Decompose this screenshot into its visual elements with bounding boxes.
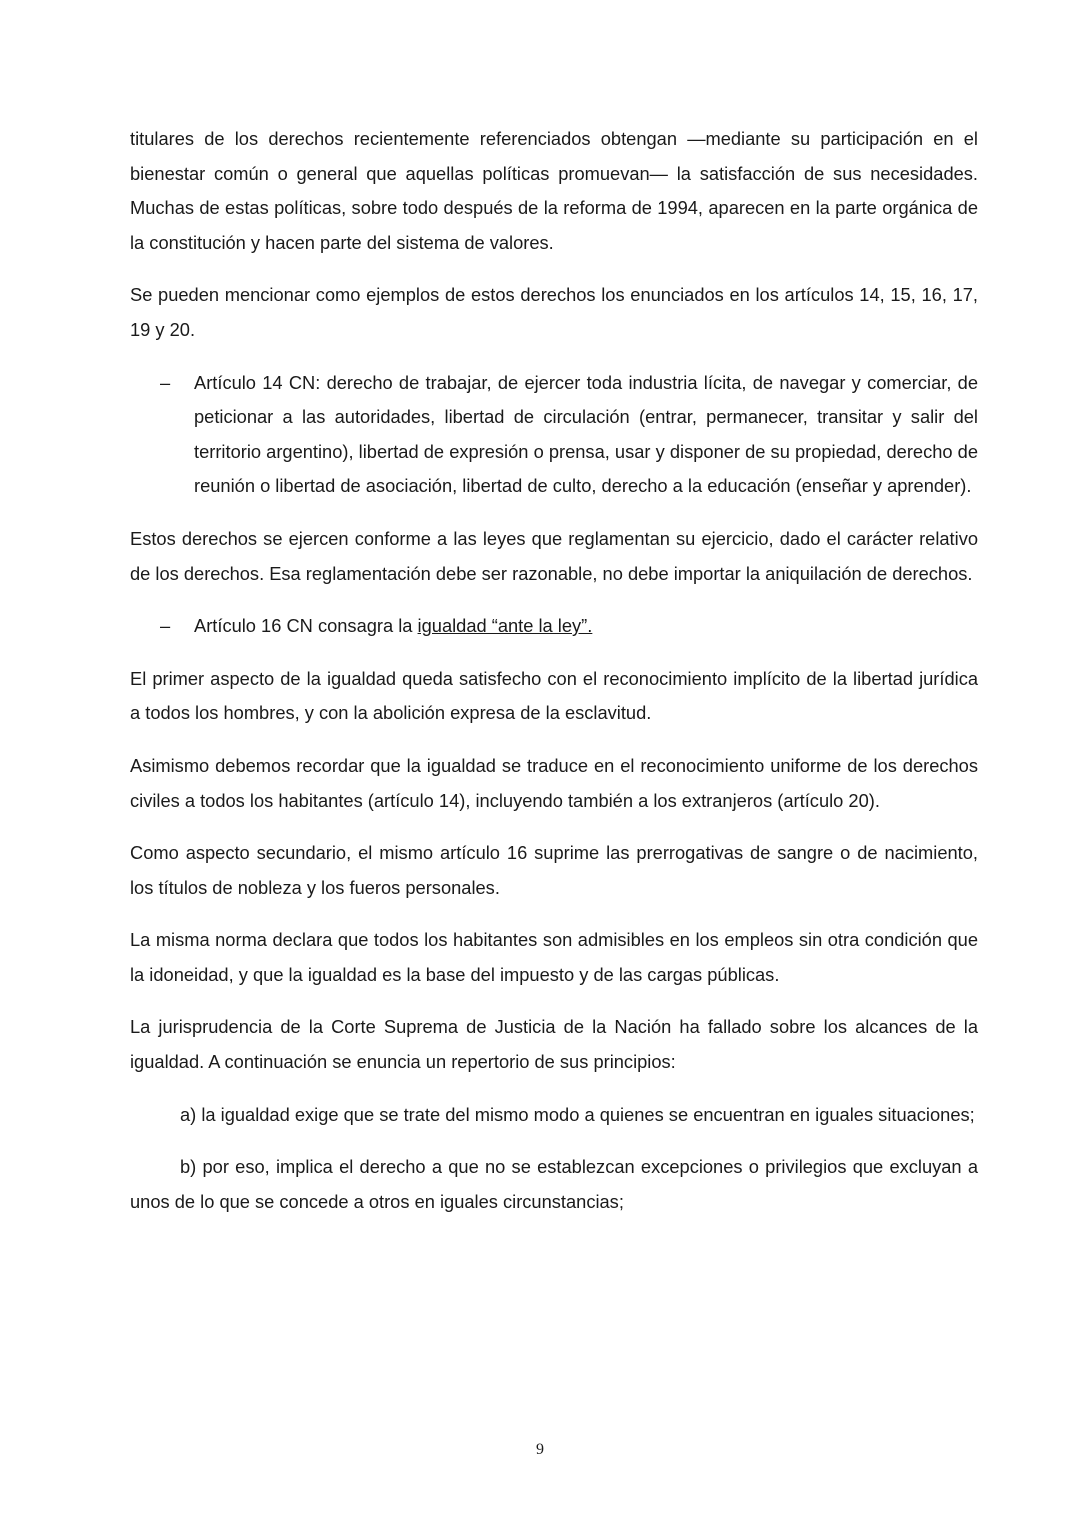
list-item-article-16 [130, 609, 978, 644]
paragraph-employment: La misma norma declara que todos los habitantes son admisibles en los empleos sin otra condición que la idoneidad, y que la igualdad es la base del impuesto y de las cargas públicas. [130, 929, 978, 985]
principle-b: b) por eso, implica el derecho a que no se establezcan excepciones o privilegios que excluyan a unos de lo que se concede a otros en iguales circunstancias; [130, 1156, 978, 1212]
paragraph-regulation: Estos derechos se ejercen conforme a las leyes que reglamentan su ejercicio, dado el carácter relativo de los derechos. Esa reglamentación debe ser razonable, no debe importar la aniquilación de derechos. [130, 527, 978, 584]
paragraph-intro: titulares de los derechos recientemente referenciados obtengan —mediante su participación en el bienestar común o general que aquellas políticas promuevan— la satisfacción de sus necesidades. Muchas de estas políticas, sobre todo después de la reforma de 1994, aparecen en la parte orgánica de la constitución y hacen parte del sistema de valores. [130, 128, 978, 253]
dash-bullet-icon: – [160, 615, 171, 637]
paragraph-uniform-recognition: Asimismo debemos recordar que la igualdad se traduce en el reconocimiento uniforme de los derechos civiles a todos los habitantes (artículo 14), incluyendo también a los extranjeros (artículo 20). [130, 754, 978, 811]
page-number: 9 [536, 1441, 544, 1458]
paragraph-jurisprudence: La jurisprudencia de la Corte Suprema de Justicia de la Nación ha fallado sobre los alcances de la igualdad. A continuación se enuncia un repertorio de sus principios: [130, 1016, 978, 1073]
list-item-article-14-text: Artículo 14 CN: derecho de trabajar, de ejercer toda industria lícita, de navegar y comerciar, de peticionar a las autoridades, libertad de circulación (entrar, permanecer, transitar y salir del territorio argentino), libertad de expresión o prensa, usar y disponer de su propiedad, derecho de reunión o libertad de asociación, libertad de culto, derecho a la educación (enseñar y aprender). [194, 371, 978, 497]
dash-bullet-icon: – [160, 371, 171, 393]
principle-a: a) la igualdad exige que se trate del mismo modo a quienes se encuentran en iguales situaciones; [180, 1103, 975, 1125]
list-item-article-16-underlined: igualdad “ante la ley”. [417, 615, 593, 637]
document-body [130, 122, 978, 1237]
paragraph-first-aspect: El primer aspecto de la igualdad queda satisfecho con el reconocimiento implícito de la libertad jurídica a todos los hombres, y con la abolición expresa de la esclavitud. [130, 667, 978, 724]
list-item-article-16-prefix: Artículo 16 CN consagra la [194, 615, 418, 637]
paragraph-secondary-aspect: Como aspecto secundario, el mismo artículo 16 suprime las prerrogativas de sangre o de nacimiento, los títulos de nobleza y los fueros personales. [130, 842, 978, 898]
list-item-article-14 [130, 366, 978, 504]
paragraph-examples: Se pueden mencionar como ejemplos de estos derechos los enunciados en los artículos 14, 15, 16, 17, 19 y 20. [130, 284, 978, 340]
